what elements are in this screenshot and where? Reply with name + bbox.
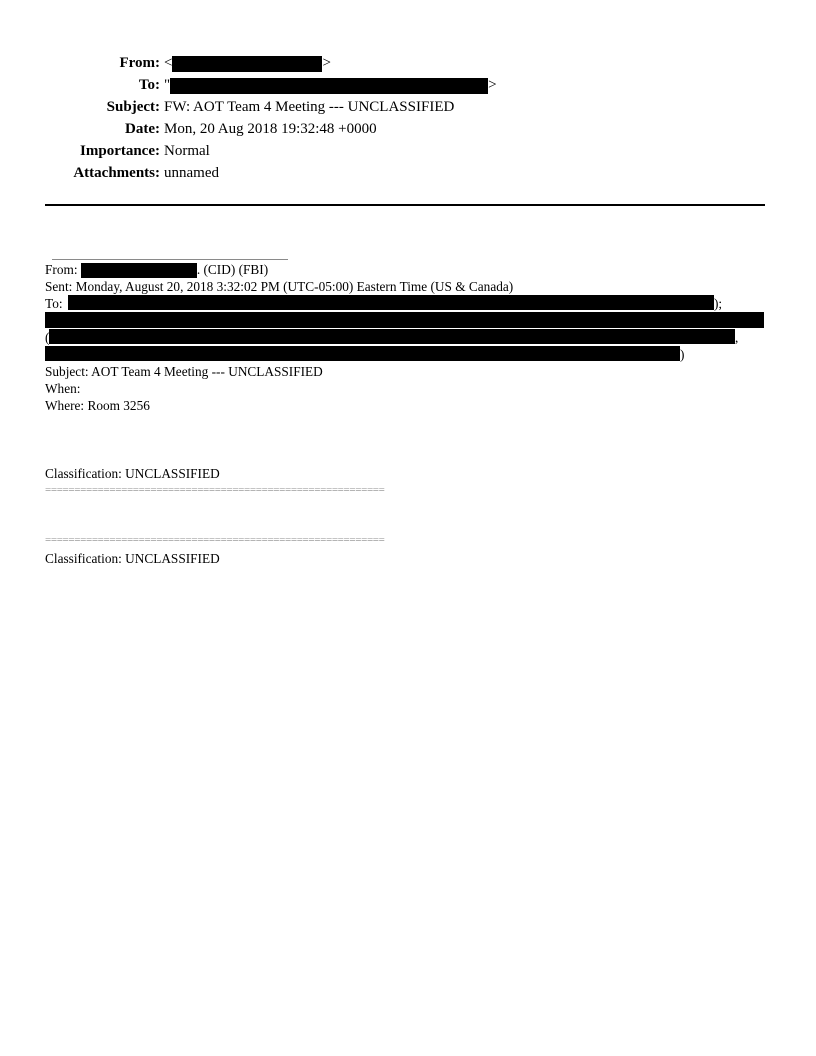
quote-open: " (164, 77, 171, 93)
bracket-open: < (164, 55, 173, 71)
message-to-line3-start: ( (45, 330, 50, 345)
message-from-label: From: (45, 262, 78, 277)
header-subject-label: Subject: (106, 99, 160, 115)
header-date-value: Mon, 20 Aug 2018 19:32:48 +0000 (164, 121, 377, 137)
header-subject-row (0, 96, 816, 118)
header-to-label: To: (138, 77, 160, 93)
classification-top: Classification: UNCLASSIFIED (45, 466, 220, 481)
header-subject-value: FW: AOT Team 4 Meeting --- UNCLASSIFIED (164, 99, 455, 115)
header-importance-value: Normal (164, 143, 210, 159)
header-importance-label: Importance: (80, 143, 160, 159)
message-from-suffix: . (CID) (FBI) (196, 262, 269, 277)
redaction-box (170, 78, 488, 94)
classification-bottom: Classification: UNCLASSIFIED (45, 551, 220, 566)
message-where-line: Where: Room 3256 (45, 398, 150, 413)
redaction-box (81, 263, 197, 278)
header-to-value (164, 74, 497, 96)
redaction-box (45, 312, 764, 328)
header-from-value (164, 52, 331, 74)
header-attachments-row (0, 162, 816, 184)
header-from-label: From: (119, 55, 160, 71)
message-from-line (45, 261, 268, 278)
message-to-line4-end: ) (680, 347, 685, 362)
header-to-row (0, 74, 816, 96)
message-to-line3-end: , (735, 330, 739, 345)
bracket-close: > (488, 77, 497, 93)
forward-divider (52, 259, 288, 260)
redaction-box (172, 56, 322, 72)
header-from-row (0, 52, 816, 74)
header-date-label: Date: (125, 121, 160, 137)
header-date-row (0, 118, 816, 140)
header-attachments-label: Attachments: (73, 165, 160, 181)
redaction-box (68, 295, 714, 310)
header-importance-row (0, 140, 816, 162)
message-when-line: When: (45, 381, 81, 396)
redaction-box (49, 329, 735, 344)
message-sent-line: Sent: Monday, August 20, 2018 3:32:02 PM (UTC-05:00) Eastern Time (US & Canada) (45, 279, 514, 294)
redaction-box (45, 346, 680, 361)
header-attachments-value: unnamed (164, 165, 219, 181)
message-to-line1-end: ); (714, 296, 723, 311)
separator-bottom: ========================================================== (45, 534, 385, 546)
message-subject-line: Subject: AOT Team 4 Meeting --- UNCLASSIFIED (45, 364, 323, 379)
separator-top: ========================================================== (45, 484, 385, 496)
message-to-label: To: (45, 296, 63, 311)
header-divider (45, 204, 765, 206)
bracket-close: > (322, 55, 331, 71)
